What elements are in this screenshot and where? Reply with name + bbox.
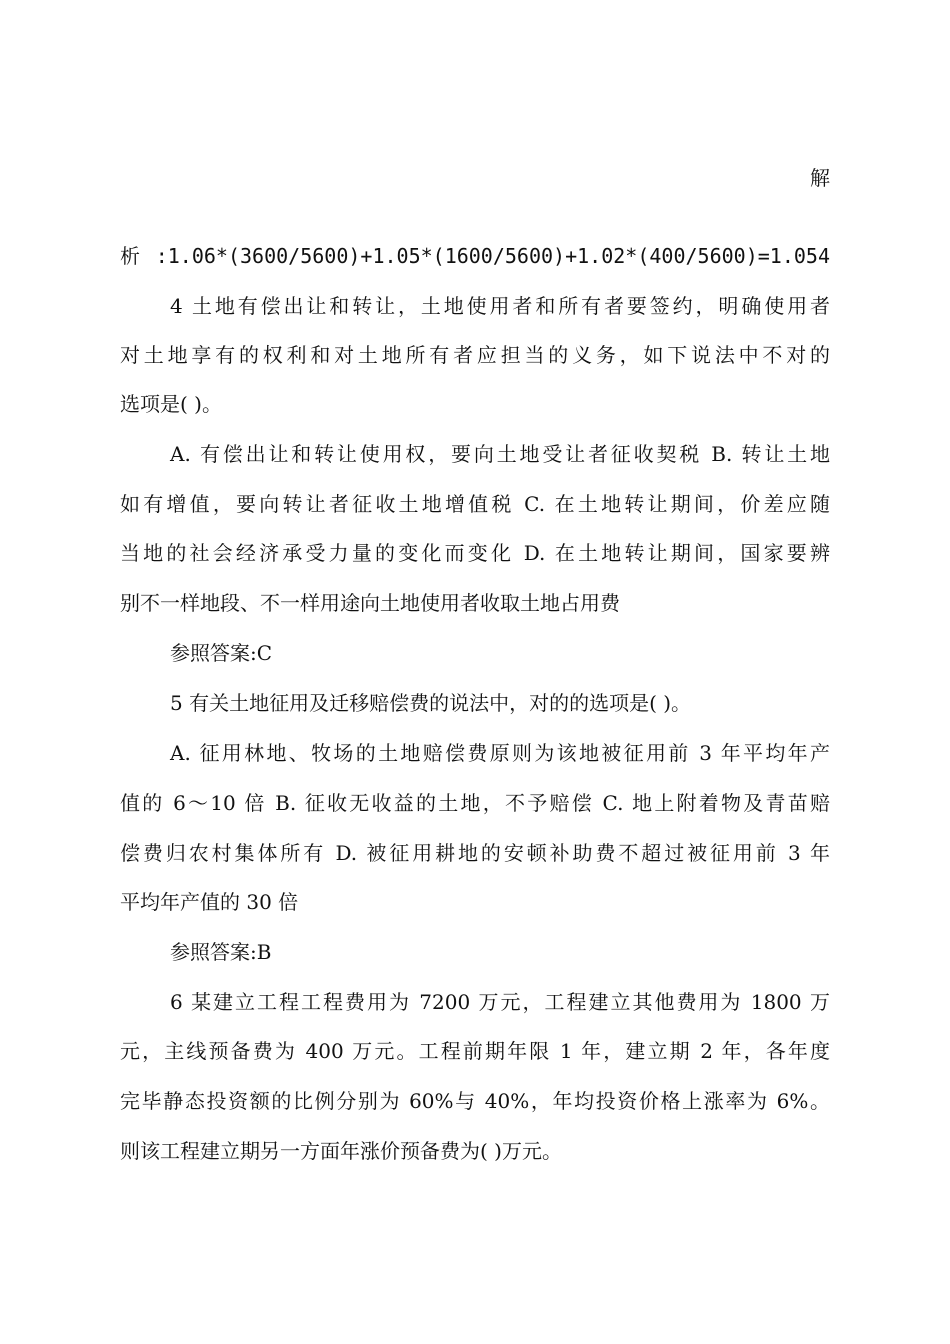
question-5-options-line-3: 偿费归农村集体所有 D. 被征用耕地的安顿补助费不超过被征用前 3 年 — [120, 841, 830, 865]
question-6-line-1: 6 某建立工程工程费用为 7200 万元，工程建立其他费用为 1800 万 — [170, 990, 830, 1014]
question-4-options-line-1: A. 有偿出让和转让使用权，要向土地受让者征收契税 B. 转让土地 — [170, 442, 830, 466]
question-4-line-2: 对土地享有的权利和对土地所有者应担当的义务，如下说法中不对的 — [120, 343, 830, 367]
question-4-line-1: 4 土地有偿出让和转让，土地使用者和所有者要签约，明确使用者 — [170, 294, 830, 318]
question-5-options-line-1: A. 征用林地、牧场的土地赔偿费原则为该地被征用前 3 年平均年产 — [170, 741, 830, 765]
answer-4: 参照答案:C — [170, 641, 273, 665]
question-6-line-3: 完毕静态投资额的比例分别为 60%与 40%，年均投资价格上涨率为 6%。 — [120, 1089, 830, 1113]
text-line: 解 — [810, 166, 830, 190]
answer-5: 参照答案:B — [170, 940, 272, 964]
question-5-options-line-4: 平均年产值的 30 倍 — [120, 890, 299, 914]
question-5: 5 有关土地征用及迁移赔偿费的说法中，对的的选项是( )。 — [170, 691, 692, 715]
formula-line: 析:1.06*(3600/5600)+1.05*(1600/5600)+1.02*(400/5600)=1.054 — [120, 244, 830, 268]
question-4-line-3: 选项是( )。 — [120, 392, 222, 416]
question-4-options-line-2: 如有增值，要向转让者征收土地增值税 C. 在土地转让期间，价差应随 — [120, 492, 830, 516]
question-4-options-line-4: 别不一样地段、不一样用途向土地使用者收取土地占用费 — [120, 591, 620, 615]
question-5-options-line-2: 值的 6～10 倍 B. 征收无收益的土地，不予赔偿 C. 地上附着物及青苗赔 — [120, 791, 830, 815]
question-4-options-line-3: 当地的社会经济承受力量的变化而变化 D. 在土地转让期间，国家要辨 — [120, 541, 830, 565]
question-6-line-4: 则该工程建立期另一方面年涨价预备费为( )万元。 — [120, 1139, 562, 1163]
question-6-line-2: 元，主线预备费为 400 万元。工程前期年限 1 年，建立期 2 年，各年度 — [120, 1039, 830, 1063]
